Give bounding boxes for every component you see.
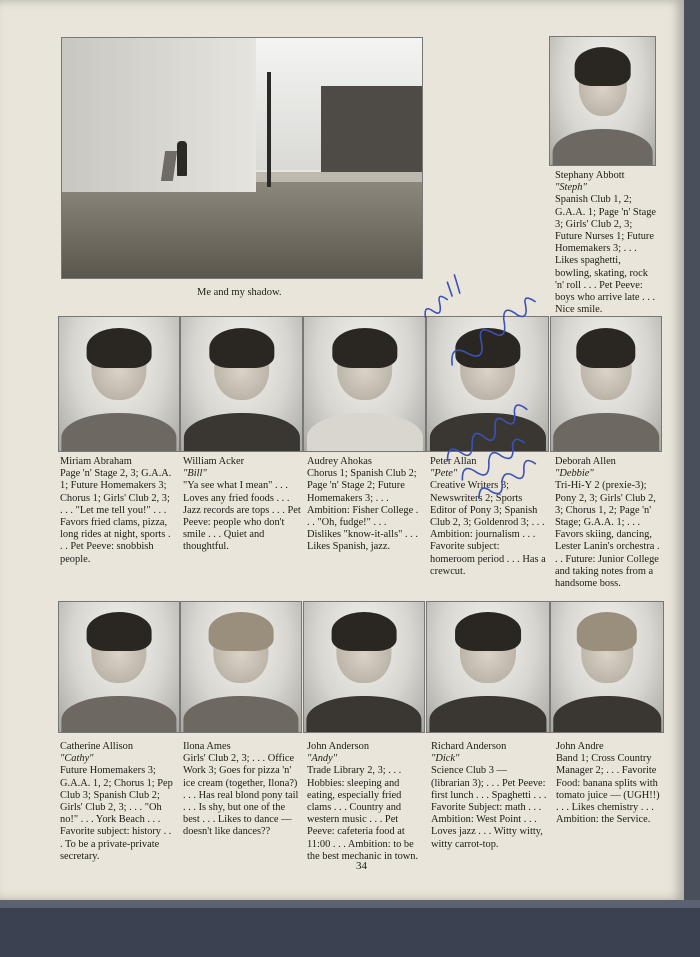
student-entry	[60, 456, 174, 566]
book-binding	[684, 0, 700, 957]
book-cover-edge	[0, 900, 700, 957]
student-entry	[556, 741, 664, 826]
student-activities: Girls' Club 2, 3; . . . Office Work 3; Goes for pizza 'n' ice cream (together, Ilona?) . . . Has real blond pony tail . . . Is shy, but one of the best . . . Likes to dance — doesn't like dances??	[183, 753, 299, 838]
student-photo	[303, 601, 425, 733]
student-photo	[180, 601, 302, 733]
student-nickname: "Cathy"	[60, 753, 94, 765]
page-number: 34	[356, 860, 367, 872]
feature-photo-caption: Me and my shadow.	[197, 287, 282, 298]
student-entry	[183, 741, 299, 839]
student-nickname: "Pete"	[430, 468, 458, 480]
student-activities: Band 1; Cross Country Manager 2; . . . Favorite Food: banana splits with tomato juice — (UGH!!) . . . Likes chemistry . . . Ambition: the Service.	[556, 753, 660, 826]
student-entry	[183, 456, 301, 554]
student-name: John Andre	[556, 741, 604, 752]
student-name: Miriam Abraham	[60, 456, 132, 467]
student-photo	[549, 36, 656, 166]
utility-pole	[267, 72, 271, 187]
student-name: Peter Allan	[430, 456, 477, 467]
student-activities: "Ya see what I mean" . . . Loves any fried foods . . . Jazz records are tops . . . Pet Peeve: people who don't smile . . . Quiet and thoughtful.	[183, 480, 301, 553]
building-wall	[62, 38, 256, 192]
student-photo	[58, 601, 180, 733]
student-name: Richard Anderson	[431, 741, 507, 752]
student-name: Catherine Allison	[60, 741, 134, 752]
student-name: Audrey Ahokas	[307, 456, 372, 467]
student-activities: Chorus 1; Spanish Club 2; Page 'n' Stage 2; Future Homemakers 3; . . . Ambition: Fisher College . . . "Oh, fudge!" . . . Dislikes "know-it-alls" . . . Likes Spanish, jazz.	[307, 468, 419, 553]
student-activities: Trade Library 2, 3; . . . Hobbies: sleeping and eating, especially fried clams . . . Country and western music . . . Pet Peeve: cafeteria food at 11:00 . . . Ambition: to be the best mechanic in town.	[307, 765, 419, 862]
student-photo	[426, 601, 550, 733]
student-entry	[60, 741, 174, 863]
student-activities: Spanish Club 1, 2; G.A.A. 1; Page 'n' Stage 3; Girls' Club 2, 3; Future Nurses 1; Future Homemakers 3; . . . Likes spaghetti, bowling, skating, rock 'n' roll . . . Pet Peeve: boys who arrive late . . . Nice smile.	[555, 194, 656, 316]
feature-photo	[61, 37, 423, 279]
student-photo	[303, 316, 426, 452]
page-edge-strip	[0, 900, 700, 908]
student-entry	[307, 741, 423, 863]
student-name: William Acker	[183, 456, 245, 467]
student-entry	[307, 456, 423, 554]
student-activities: Creative Writers 3; Newswriters 2; Sports Editor of Pony 3; Spanish Club 2, 3; Goldenrod 3; . . . Ambition: journalism . . . Favorite subject: homeroom period . . . Has a crewcut.	[430, 480, 546, 577]
school-building	[321, 86, 422, 177]
student-nickname: "Dick"	[431, 753, 460, 765]
student-name: John Anderson	[307, 741, 370, 752]
student-photo	[550, 601, 664, 733]
student-activities: Tri-Hi-Y 2 (prexie-3); Pony 2, 3; Girls' Club 2, 3; Chorus 1, 2; Page 'n' Stage; G.A.A. 1; . . . Favors skiing, dancing, Lester Lanin's orchestra . . . Future: Junior College and taking notes from a handsome boss.	[555, 480, 660, 590]
student-activities: Science Club 3 — (librarian 3); . . . Pet Peeve: first lunch . . . Spaghetti . . . Favorite Subject: math . . . Ambition: West Point . . . Loves jazz . . . Witty witty, witty carrot-top.	[431, 765, 547, 850]
student-entry	[431, 741, 547, 851]
student-nickname: "Debbie"	[555, 468, 594, 480]
student-activities: Page 'n' Stage 2, 3; G.A.A. 1; Future Homemakers 3; Chorus 1; Girls' Club 2, 3; . . . "Let me tell you!" . . . Favors fried clams, pizza, long rides at night, sports . . . Pet Peeve: snobbish people.	[60, 468, 172, 565]
student-nickname: "Bill"	[183, 468, 207, 480]
man-figure	[177, 141, 187, 176]
lawn	[62, 182, 422, 278]
student-name: Deborah Allen	[555, 456, 616, 467]
student-nickname: "Steph"	[555, 182, 587, 194]
student-photo	[58, 316, 180, 452]
student-name: Stephany Abbott	[555, 170, 625, 181]
student-activities: Future Homemakers 3; G.A.A. 1, 2; Chorus 1; Pep Club 3; Spanish Club 2; Girls' Club 2, 3; . . . "Oh no!" . . . York Beach . . . Favorite subject: history . . . To be a private-private secretary.	[60, 765, 173, 862]
student-name: Ilona Ames	[183, 741, 231, 752]
handwritten-signature	[410, 240, 590, 520]
student-photo	[180, 316, 303, 452]
student-nickname: "Andy"	[307, 753, 338, 765]
